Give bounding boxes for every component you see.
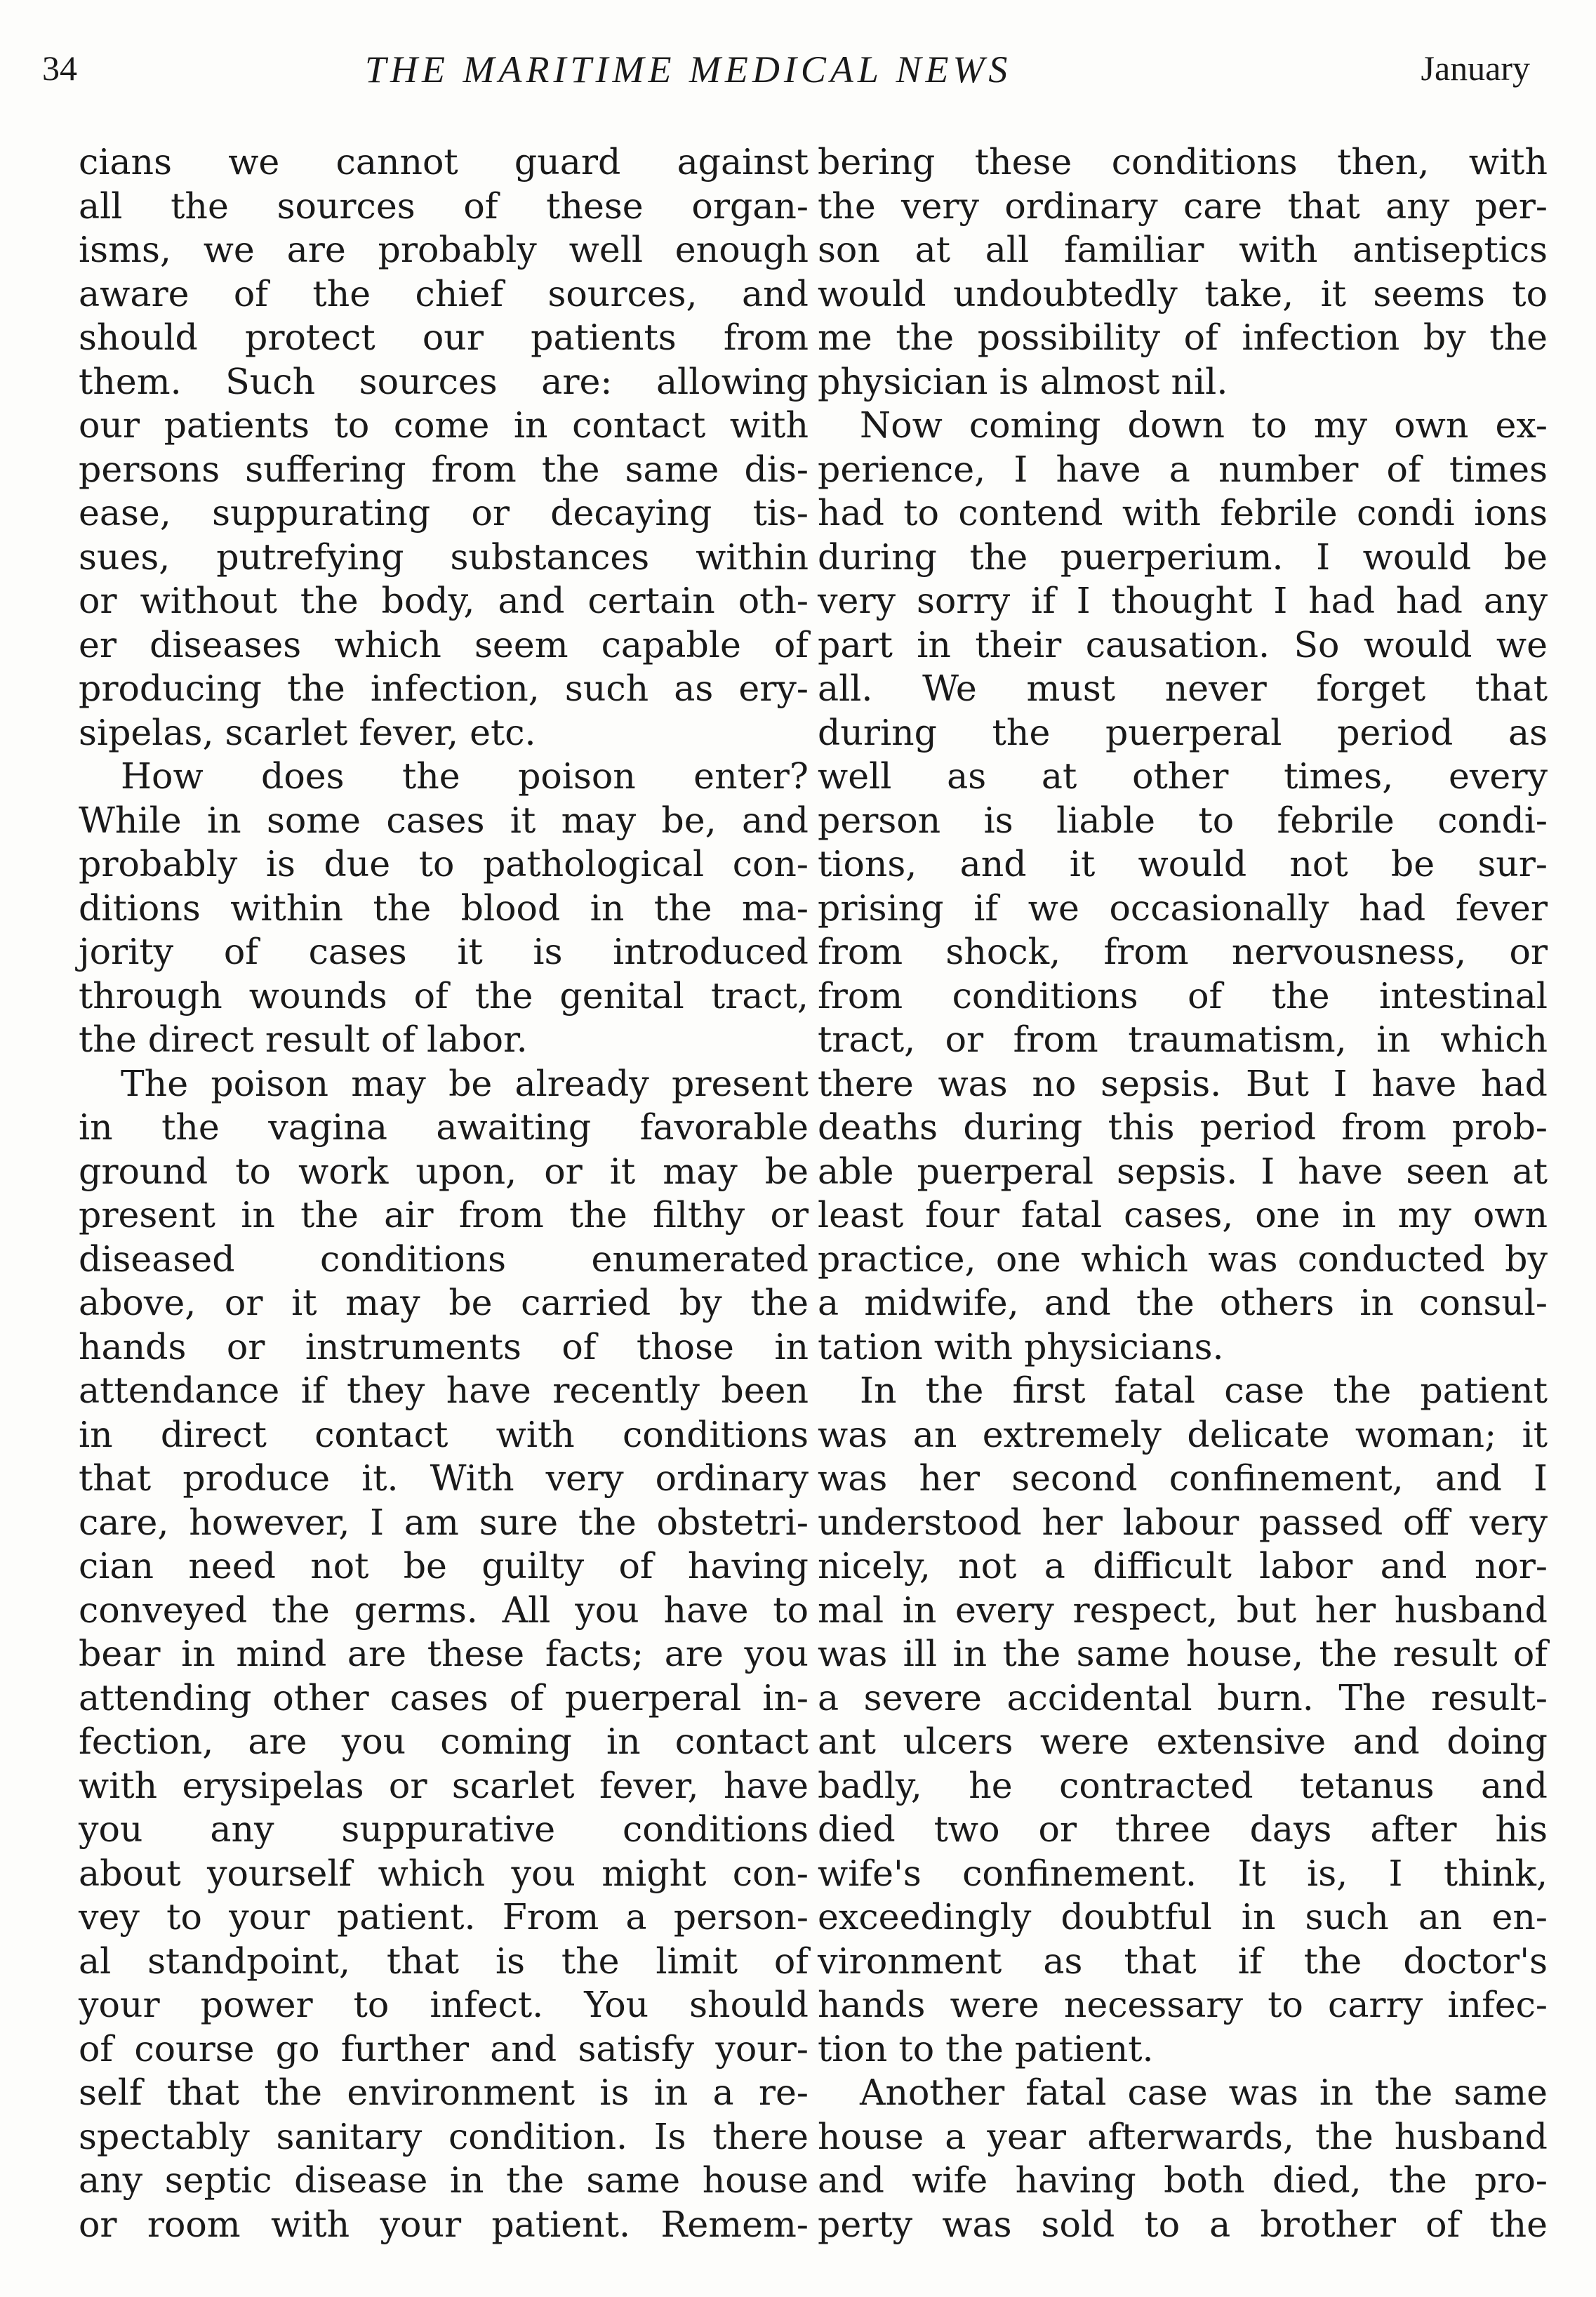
text-line: with erysipelas or scarlet fever, have [79, 1764, 809, 1806]
text-line: spectably sanitary condition. Is there [79, 2115, 809, 2157]
text-line: fection, are you coming in contact [79, 1721, 809, 1762]
text-line: very sorry if I thought I had had any [818, 580, 1548, 621]
right-text-column [818, 140, 1548, 2246]
text-line: persons suffering from the same dis- [79, 448, 809, 490]
text-line: them. Such sources are: allowing [79, 360, 809, 402]
text-line: ditions within the blood in the ma- [79, 887, 809, 929]
text-line: in the vagina awaiting favorable [79, 1106, 809, 1148]
text-line: the direct result of labor. [79, 1019, 528, 1060]
text-line: ground to work upon, or it may be [79, 1150, 809, 1192]
text-line: was her second confinement, and I [818, 1457, 1548, 1499]
text-line: hands or instruments of those in [79, 1325, 809, 1368]
text-line: you any suppurative conditions [79, 1808, 809, 1850]
text-line: during the puerperal period as [818, 711, 1548, 753]
text-line: was an extremely delicate woman; it [818, 1413, 1548, 1455]
text-line: physician is almost nil. [818, 360, 1228, 402]
text-line: practice, one which was conducted by [818, 1238, 1548, 1280]
text-line: cians we cannot guard against [79, 141, 809, 183]
text-line: producing the infection, such as ery- [79, 668, 809, 709]
text-line: deaths during this period from prob- [818, 1106, 1548, 1148]
text-line: wife's confinement. It is, I think, [818, 1852, 1548, 1894]
text-line: exceedingly doubtful in such an en- [818, 1896, 1548, 1938]
text-line: Now coming down to my own ex- [860, 404, 1548, 446]
text-line: tract, or from traumatism, in which [818, 1019, 1548, 1060]
text-line: aware of the chief sources, and [79, 272, 809, 315]
text-line: part in their causation. So would we [818, 623, 1548, 666]
issue-month: January [1421, 48, 1530, 88]
text-line: a severe accidental burn. The result- [818, 1676, 1548, 1719]
text-line: vey to your patient. From a person- [79, 1896, 809, 1938]
text-line: ant ulcers were extensive and doing [818, 1721, 1548, 1762]
text-line: that produce it. With very ordinary [79, 1457, 809, 1499]
text-line: there was no sepsis. But I have had [818, 1062, 1548, 1104]
text-line: in direct contact with conditions [79, 1413, 809, 1455]
text-line: isms, we are probably well enough [79, 229, 809, 270]
text-line: Another fatal case was in the same [860, 2072, 1548, 2113]
text-line: mal in every respect, but her husband [818, 1589, 1548, 1631]
text-line: sipelas, scarlet fever, etc. [79, 711, 536, 753]
text-line: care, however, I am sure the obstetri- [79, 1501, 809, 1543]
text-line: well as at other times, every [818, 755, 1548, 797]
text-line: through wounds of the genital tract, [79, 974, 809, 1017]
text-line: While in some cases it may be, and [79, 799, 809, 841]
text-line: self that the environment is in a re- [79, 2072, 809, 2113]
text-line: able puerperal sepsis. I have seen at [818, 1150, 1548, 1192]
journal-title: THE MARITIME MEDICAL NEWS [365, 48, 1012, 91]
text-line: er diseases which seem capable of [79, 623, 809, 666]
text-line: the very ordinary care that any per- [818, 185, 1548, 227]
text-line: present in the air from the filthy or [79, 1194, 809, 1236]
text-line: above, or it may be carried by the [79, 1282, 809, 1323]
text-line: and wife having both died, the pro- [818, 2159, 1548, 2201]
text-line: nicely, not a difficult labor and nor- [818, 1545, 1548, 1587]
text-line: or room with your patient. Remem- [79, 2203, 809, 2245]
text-line: diseased conditions enumerated [79, 1238, 809, 1280]
text-line: badly, he contracted tetanus and [818, 1764, 1548, 1806]
text-line: about yourself which you might con- [79, 1852, 809, 1894]
text-line: hands were necessary to carry infec- [818, 1984, 1548, 2025]
text-line: died two or three days after his [818, 1808, 1548, 1850]
text-line: me the possibility of infection by the [818, 317, 1548, 358]
text-line: jority of cases it is introduced [79, 931, 809, 972]
text-line: from shock, from nervousness, or [818, 931, 1548, 972]
text-line: tion to the patient. [818, 2027, 1154, 2070]
text-line: al standpoint, that is the limit of [79, 1940, 809, 1982]
text-line: prising if we occasionally had fever [818, 887, 1548, 929]
text-line: from conditions of the intestinal [818, 974, 1548, 1017]
text-line: attendance if they have recently been [79, 1370, 809, 1411]
text-line: was ill in the same house, the result of [818, 1633, 1548, 1674]
text-line: probably is due to pathological con- [79, 843, 809, 885]
text-line: or without the body, and certain oth- [79, 580, 809, 621]
text-line: tions, and it would not be sur- [818, 843, 1548, 885]
left-text-column [79, 140, 809, 2246]
text-line: The poison may be already present [121, 1062, 809, 1104]
text-line: bear in mind are these facts; are you [79, 1633, 809, 1674]
text-line: attending other cases of puerperal in- [79, 1676, 809, 1719]
text-line: our patients to come in contact with [79, 404, 809, 446]
text-line: during the puerperium. I would be [818, 536, 1548, 578]
text-line: son at all familiar with antiseptics [818, 229, 1548, 270]
text-line: house a year afterwards, the husband [818, 2115, 1548, 2157]
text-line: should protect our patients from [79, 317, 809, 358]
text-line: ease, suppurating or decaying tis- [79, 492, 809, 534]
page-number: 34 [42, 48, 77, 88]
text-line: How does the poison enter? [121, 755, 809, 797]
text-line: In the first fatal case the patient [860, 1370, 1548, 1411]
text-line: had to contend with febrile condi ions [818, 492, 1548, 534]
text-line: person is liable to febrile condi- [818, 799, 1548, 841]
running-header [42, 48, 1530, 111]
text-line: understood her labour passed off very [818, 1501, 1548, 1543]
text-line: vironment as that if the doctor's [818, 1940, 1548, 1982]
text-line: all the sources of these organ- [79, 185, 809, 227]
text-line: any septic disease in the same house [79, 2159, 809, 2201]
text-line: all. We must never forget that [818, 668, 1548, 709]
text-line: bering these conditions then, with [818, 141, 1548, 183]
text-line: perty was sold to a brother of the [818, 2203, 1548, 2245]
text-line: least four fatal cases, one in my own [818, 1194, 1548, 1236]
text-line: sues, putrefying substances within [79, 536, 809, 578]
text-line: would undoubtedly take, it seems to [818, 272, 1548, 315]
text-line: your power to infect. You should [79, 1984, 809, 2025]
text-line: conveyed the germs. All you have to [79, 1589, 809, 1631]
text-line: perience, I have a number of times [818, 448, 1548, 490]
text-line: tation with physicians. [818, 1325, 1224, 1368]
text-line: a midwife, and the others in consul- [818, 1282, 1548, 1323]
text-line: cian need not be guilty of having [79, 1545, 809, 1587]
text-line: of course go further and satisfy your- [79, 2027, 809, 2070]
